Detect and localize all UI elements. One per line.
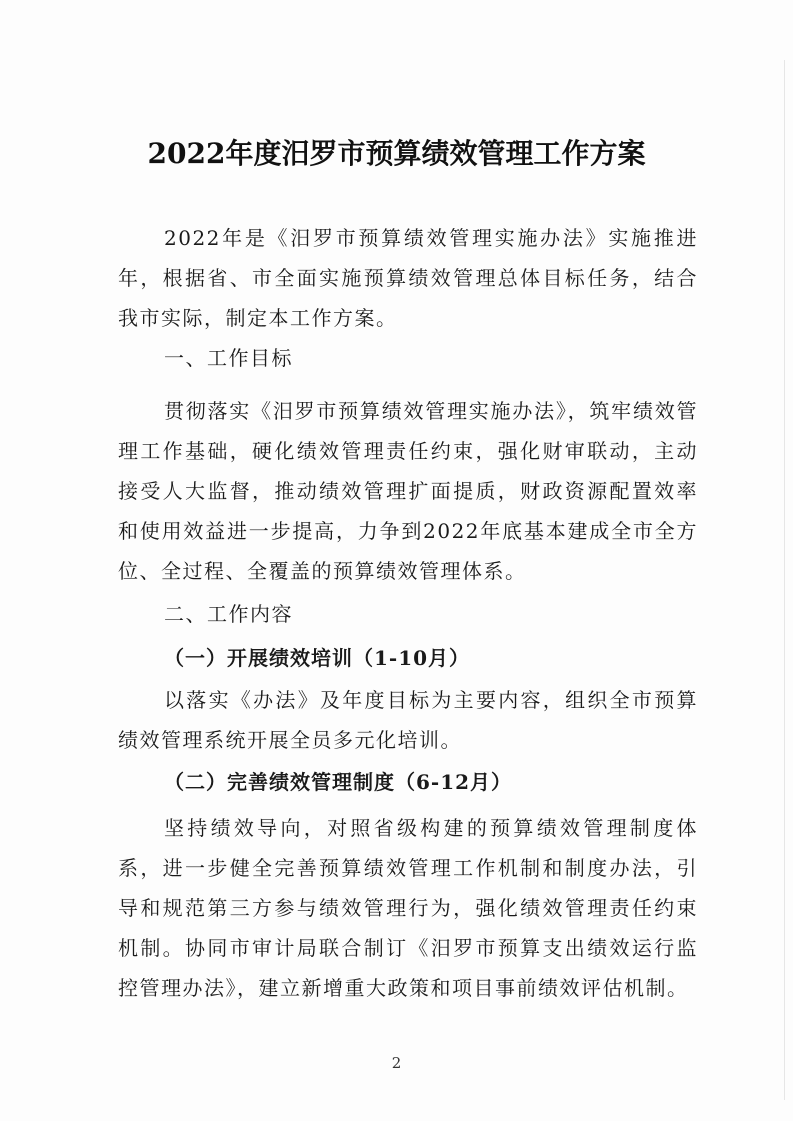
document-title: 2022年度汨罗市预算绩效管理工作方案 [147, 137, 646, 170]
item-1-body: 以落实《办法》及年度目标为主要内容，组织全市预算绩效管理系统开展全员多元化培训。 [118, 688, 698, 752]
item-2-heading: （二）完善绩效管理制度（6-12月） [164, 770, 513, 794]
scan-edge-line [784, 60, 785, 1100]
section-1-heading: 一、工作目标 [164, 346, 293, 370]
section-2-heading: 二、工作内容 [164, 602, 293, 626]
item-1-heading: （一）开展绩效培训（1-10月） [164, 646, 471, 670]
item-2-body: 坚持绩效导向，对照省级构建的预算绩效管理制度体系，进一步健全完善预算绩效管理工作机制和制度办法，引导和规范第三方参与绩效管理行为，强化绩效管理责任约束机制。协同市审计局联合制订《汨罗市预算支出绩效运行监控管理办法》，建立新增重大政策和项目事前绩效评估机制。 [118, 816, 698, 1000]
section-1-body: 贯彻落实《汨罗市预算绩效管理实施办法》，筑牢绩效管理工作基础，硬化绩效管理责任约束，强化财审联动，主动接受人大监督，推动绩效管理扩面提质，财政资源配置效率和使用效益进一步提高，力争到2022年底基本建成全市全方位、全过程、全覆盖的预算绩效管理体系。 [118, 399, 698, 583]
intro-paragraph: 2022年是《汨罗市预算绩效管理实施办法》实施推进年，根据省、市全面实施预算绩效管理总体目标任务，结合我市实际，制定本工作方案。 [118, 226, 698, 330]
page-number: 2 [391, 1054, 402, 1072]
